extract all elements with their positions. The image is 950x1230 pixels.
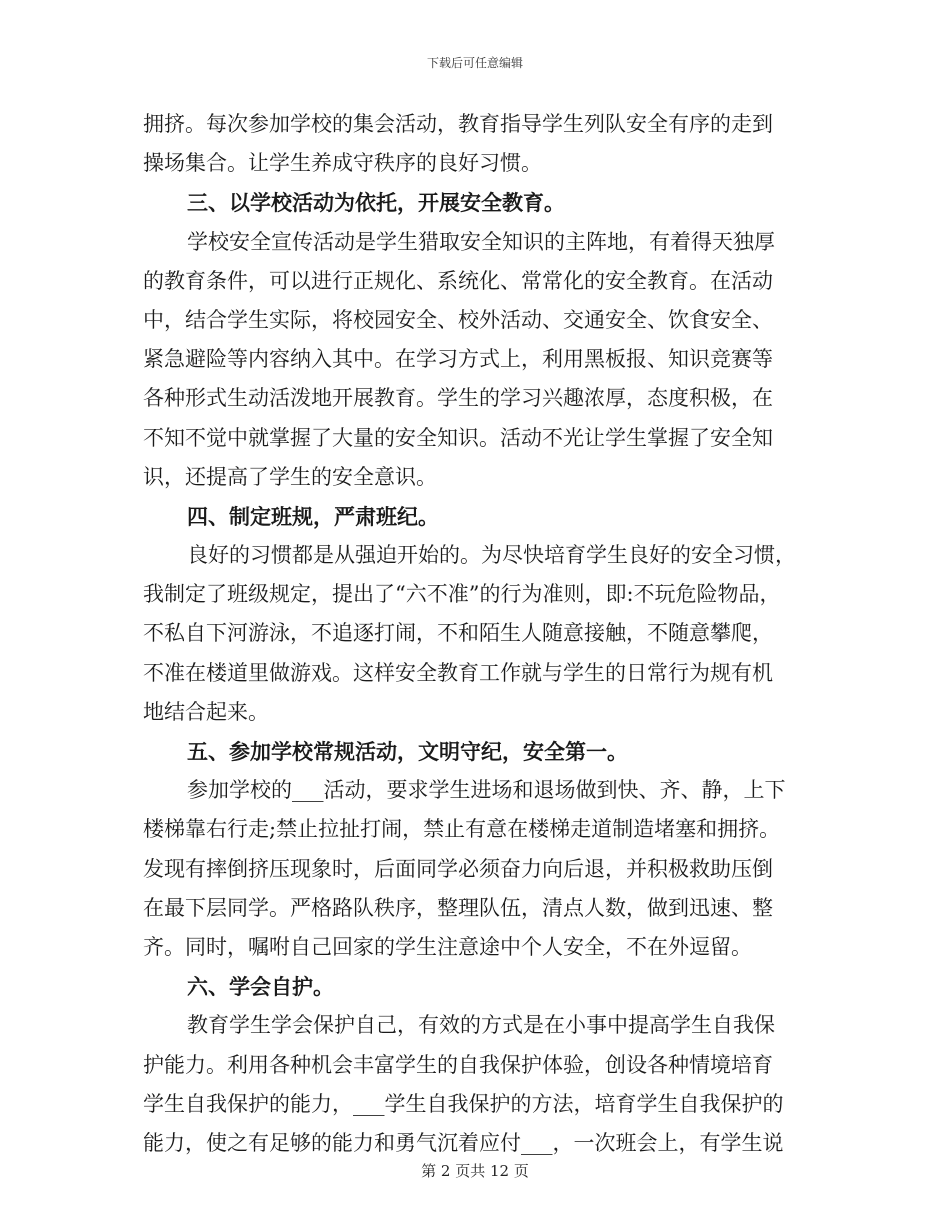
body-line: 护能力。利用各种机会丰富学生的自我保护体验，创设各种情境培育 <box>143 1052 773 1077</box>
body-line: 不准在楼道里做游戏。这样安全教育工作就与学生的日常行为规有机 <box>143 660 773 685</box>
body-line: 学校安全宣传活动是学生猎取安全知识的主阵地，有着得天独厚 <box>187 229 775 254</box>
body-line: 我制定了班级规定，提出了“六不准”的行为准则，即:不玩危险物品， <box>143 582 781 607</box>
body-line: 不私自下河游泳，不追逐打闹，不和陌生人随意接触，不随意攀爬， <box>143 621 773 646</box>
body-line: 拥挤。每次参加学校的集会活动，教育指导学生列队安全有序的走到 <box>143 112 773 136</box>
body-line: 操场集合。让学生养成守秩序的良好习惯。 <box>143 151 542 176</box>
body-line: 地结合起来。 <box>143 699 269 724</box>
section-heading: 六、学会自护。 <box>187 974 334 1000</box>
body-line: 学生自我保护的能力，___学生自我保护的方法，培育学生自我保护的 <box>143 1091 784 1116</box>
body-line: 良好的习惯都是从强迫开始的。为尽快培育学生良好的安全习惯， <box>187 543 796 568</box>
body-line: 齐。同时，嘱咐自己回家的学生注意途中个人安全，不在外逗留。 <box>143 934 752 959</box>
page-header: 下载后可任意编辑 <box>426 56 523 70</box>
body-line: 在最下层同学。严格路队秩序，整理队伍，清点人数，做到迅速、整 <box>143 895 773 920</box>
body-line: 能力，使之有足够的能力和勇气沉着应付___，一次班会上，有学生说 <box>143 1130 784 1155</box>
body-line: 教育学生学会保护自己，有效的方式是在小事中提高学生自我保 <box>187 1013 775 1038</box>
section-heading: 五、参加学校常规活动，文明守纪，安全第一。 <box>187 739 628 764</box>
body-line: 中，结合学生实际，将校园安全、校外活动、交通安全、饮食安全、 <box>143 307 773 332</box>
body-line: 紧急避险等内容纳入其中。在学习方式上，利用黑板报、知识竞赛等 <box>143 347 773 372</box>
body-line: 识，还提高了学生的安全意识。 <box>143 464 437 489</box>
body-line: 的教育条件，可以进行正规化、系统化、常常化的安全教育。在活动 <box>143 268 773 293</box>
body-line: 各种形式生动活泼地开展教育。学生的学习兴趣浓厚，态度积极，在 <box>143 386 773 411</box>
body-line: 楼梯靠右行走;禁止拉扯打闹，禁止有意在楼梯走道制造堵塞和拥挤。 <box>143 817 781 842</box>
body-line: 不知不觉中就掌握了大量的安全知识。活动不光让学生掌握了安全知 <box>143 425 773 450</box>
section-heading: 四、制定班规，严肃班纪。 <box>187 503 439 529</box>
section-heading: 三、以学校活动为依托，开展安全教育。 <box>187 190 565 216</box>
document-body <box>143 105 823 1163</box>
body-line: 发现有摔倒挤压现象时，后面同学必须奋力向后退，并积极救助压倒 <box>143 856 773 881</box>
body-line: 参加学校的___活动，要求学生进场和退场做到快、齐、静，上下 <box>187 778 786 803</box>
page-footer: 第 2 页共 12 页 <box>421 1162 529 1180</box>
